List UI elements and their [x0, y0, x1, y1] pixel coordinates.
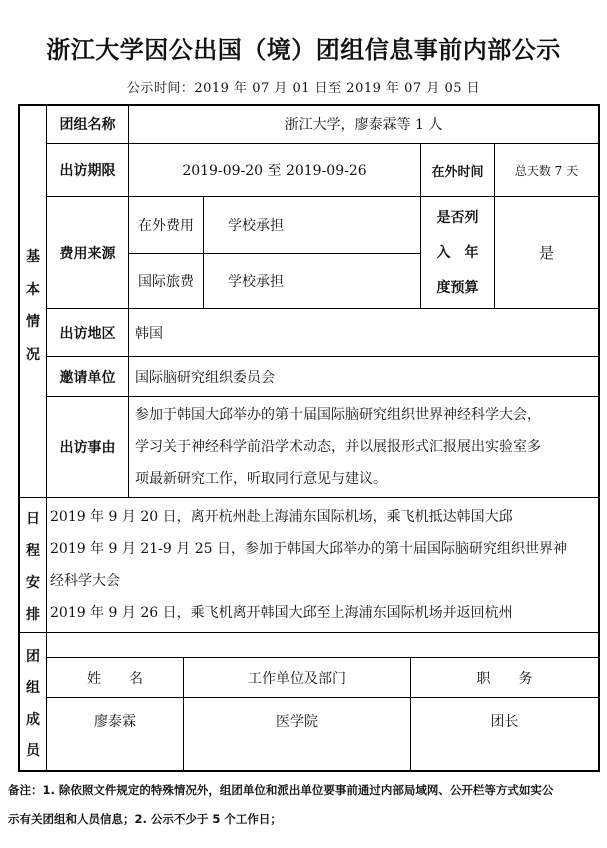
group-name-value: 浙江大学，廖泰霖等 1 人	[284, 117, 443, 133]
period-label: 出访期限	[59, 163, 116, 179]
member-col-unit: 工作单位及部门	[248, 670, 346, 687]
member-unit: 医学院	[276, 714, 318, 730]
footnote: 备注：1. 除依照文件规定的特殊情况外，组团单位和派出单位要事前通过内部局域网、公开栏等方式如实公 示有关团组和人员信息；2. 公示不少于 5 个工作日；	[8, 783, 554, 826]
member-col-position: 职 务	[476, 670, 533, 687]
page-title: 浙江大学因公出国（境）团组信息事前内部公示	[46, 36, 561, 64]
schedule-line: 2019 年 9 月 26 日，乘飞机离开韩国大邱至上海浦东国际机场并返回杭州	[50, 605, 513, 621]
budget-label: 是否列 入 年 度预算	[436, 210, 479, 296]
schedule-line: 经科学大会	[50, 573, 120, 589]
budget-value: 是	[538, 244, 554, 262]
member-col-name: 姓 名	[87, 670, 143, 687]
schedule-line: 2019 年 9 月 21-9 月 25 日，参加于韩国大邱举办的第十届国际脑研究组织世界神	[50, 541, 567, 557]
purpose-text: 参加于韩国大邱举办的第十届国际脑研究组织世界神经科学大会， 学习关于神经科学前沿学术动态，并以展报形式汇报展出实验室多 项最新研究工作，听取同行意见与建议。	[135, 407, 541, 487]
abroad-cost-label: 在外费用	[138, 218, 194, 234]
section-basic-label: 基 本 情 况	[26, 249, 40, 363]
abroad-time-value: 总天数 7 天	[514, 163, 579, 178]
schedule-line: 2019 年 9 月 20 日，离开杭州赴上海浦东国际机场，乘飞机抵达韩国大邱	[50, 509, 513, 525]
funding-label: 费用来源	[59, 245, 116, 262]
member-name: 廖泰霖	[94, 714, 136, 730]
destination-label: 出访地区	[59, 325, 116, 342]
intl-travel-label: 国际旅费	[138, 274, 194, 290]
schedule-list	[50, 501, 598, 629]
destination-value: 韩国	[135, 325, 163, 342]
period-value: 2019-09-20 至 2019-09-26	[182, 163, 367, 179]
section-schedule-label: 日 程 安 排	[26, 511, 40, 623]
intl-travel-value: 学校承担	[228, 274, 284, 290]
abroad-cost-value: 学校承担	[228, 218, 284, 234]
inviter-value: 国际脑研究组织委员会	[135, 369, 275, 386]
group-name-label: 团组名称	[59, 117, 116, 133]
inviter-label: 邀请单位	[59, 369, 116, 386]
member-position: 团长	[490, 714, 519, 730]
abroad-time-label: 在外时间	[431, 164, 484, 180]
publication-period: 公示时间：2019 年 07 月 01 日至 2019 年 07 月 05 日	[126, 81, 481, 96]
purpose-label: 出访事由	[59, 440, 116, 456]
section-members-label: 团 组 成 员	[26, 649, 40, 759]
